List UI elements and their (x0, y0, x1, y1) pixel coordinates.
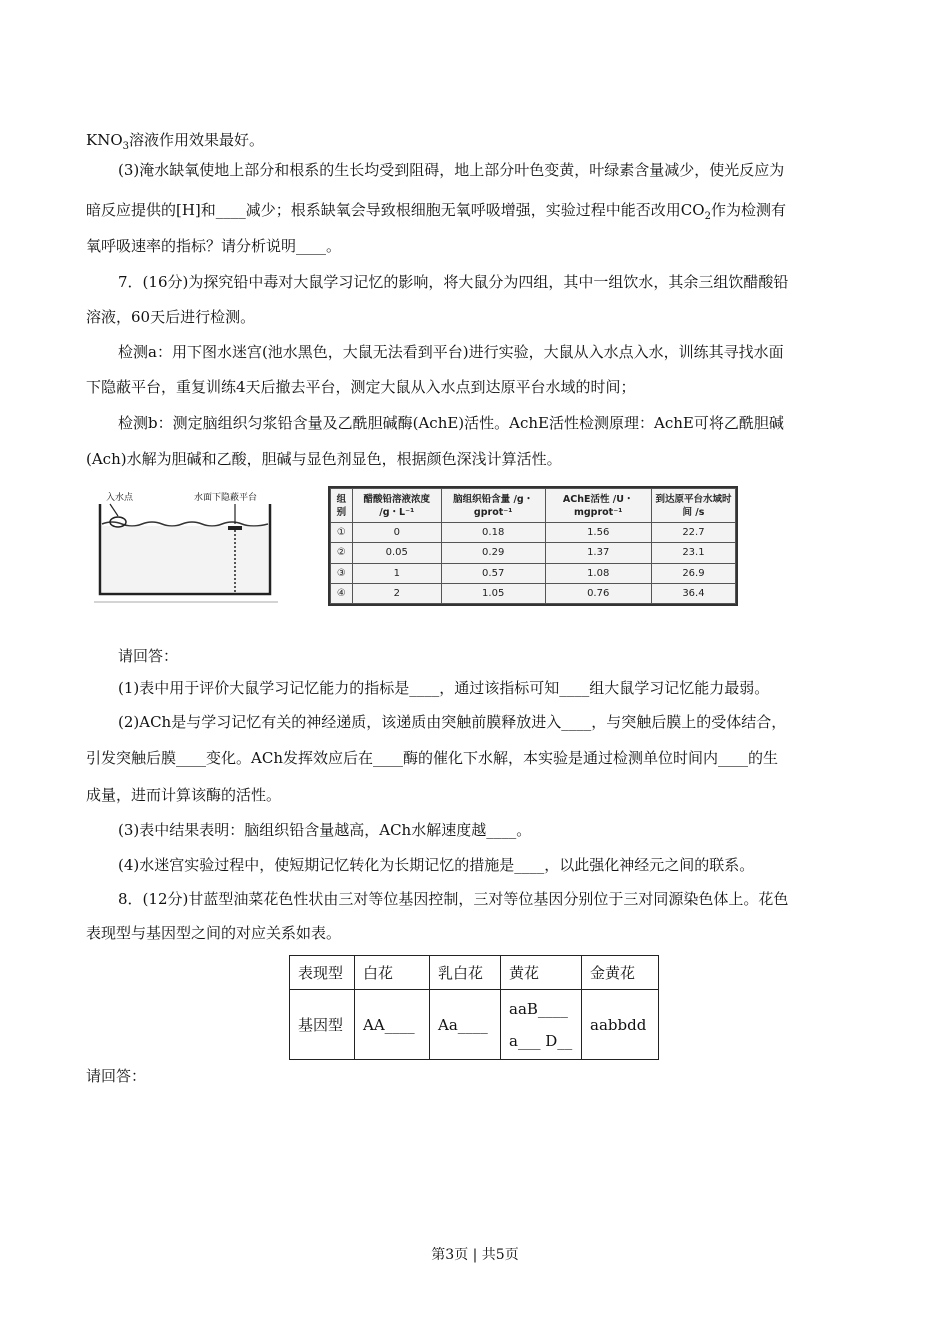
cell: ④ (331, 583, 353, 603)
q6-part3-line3: 氧呼吸速率的指标？请分析说明____。 (86, 237, 342, 255)
cell: ② (331, 543, 353, 563)
page-footer: 第3页 | 共5页 (431, 1247, 519, 1263)
cell: Aa____ (430, 990, 501, 1060)
q8-ask: 请回答： (86, 1067, 147, 1085)
cell: 0.29 (441, 543, 545, 563)
lead-experiment-table (328, 486, 738, 606)
col-header-ache-activity: AChE活性 /U・mgprot⁻¹ (545, 489, 651, 523)
cell: 1 (352, 563, 441, 583)
col-header-group: 组别 (331, 489, 353, 523)
cell: 表现型 (290, 956, 355, 990)
table-row (331, 543, 736, 563)
q7-answer-2-line1: (2)ACh是与学习记忆有关的神经递质，该递质由突触前膜释放进入____，与突触后膜上的受体结合， (118, 713, 787, 731)
q7-answer-2-line3: 成量，进而计算该酶的活性。 (86, 786, 282, 804)
q7-stem-line2: 溶液，60天后进行检测。 (86, 308, 256, 326)
q7-answer-1: (1)表中用于评价大鼠学习记忆能力的指标是____，通过该指标可知____组大鼠学习记忆能力最弱。 (118, 679, 770, 697)
cell: 1.37 (545, 543, 651, 563)
cell: 0.57 (441, 563, 545, 583)
col-header-brain-lead: 脑组织铅含量 /g・gprot⁻¹ (441, 489, 545, 523)
col-header-time: 到达原平台水域时间 /s (651, 489, 735, 523)
cell: 金黄花 (582, 956, 659, 990)
cell: 1.08 (545, 563, 651, 583)
intro-line: $KNO_3$溶液作用效果最好。 (86, 131, 265, 152)
cell: AA____ (355, 990, 430, 1060)
water-maze-figure (92, 490, 282, 606)
cell: 白花 (355, 956, 430, 990)
cell: ③ (331, 563, 353, 583)
table-row (331, 583, 736, 603)
yellow-genotype-1: aaB____ (509, 999, 568, 1018)
cell: 0.18 (441, 523, 545, 543)
cell: 1.05 (441, 583, 545, 603)
q7-ask: 请回答： (118, 647, 179, 665)
q7-detect-b-line2: (Ach)水解为胆碱和乙酸，胆碱与显色剂显色，根据颜色深浅计算活性。 (86, 450, 562, 468)
cell: 乳白花 (430, 956, 501, 990)
q7-detect-a-line1: 检测a：用下图水迷宫(池水黑色，大鼠无法看到平台)进行实验，大鼠从入水点入水，训练其寻找水面 (118, 343, 784, 361)
cell: 基因型 (290, 990, 355, 1060)
q7-answer-3: (3)表中结果表明：脑组织铅含量越高，ACh水解速度越____。 (118, 821, 532, 839)
cell: ① (331, 523, 353, 543)
q7-detect-b-line1: 检测b：测定脑组织匀浆铅含量及乙酰胆碱酶(AchE)活性。AchE活性检测原理：AchE可将乙酰胆碱 (118, 414, 784, 432)
cell: 黄花 (501, 956, 582, 990)
flower-genotype-table (289, 955, 659, 1060)
q7-answer-4: (4)水迷宫实验过程中，使短期记忆转化为长期记忆的措施是____，以此强化神经元之间的联系。 (118, 856, 755, 874)
q6-part3-line1: (3)淹水缺氧使地上部分和根系的生长均受到阻碍，地上部分叶色变黄，叶绿素含量减少，使光反应为 (118, 161, 785, 179)
q7-detect-a-line2: 下隐蔽平台，重复训练4天后撤去平台，测定大鼠从入水点到达原平台水域的时间； (86, 378, 636, 396)
cell: 0.76 (545, 583, 651, 603)
table-row (331, 523, 736, 543)
table-row (331, 563, 736, 583)
entry-point-label: 入水点 (106, 493, 134, 503)
cell: 2 (352, 583, 441, 603)
q8-stem-line2: 表现型与基因型之间的对应关系如表。 (86, 924, 342, 942)
cell: 26.9 (651, 563, 735, 583)
cell: aabbdd (582, 990, 659, 1060)
cell: 23.1 (651, 543, 735, 563)
cell: 0.05 (352, 543, 441, 563)
yellow-genotype-2: a___ D__ (509, 1031, 573, 1050)
water-maze-drawing (92, 490, 282, 606)
cell: 22.7 (651, 523, 735, 543)
cell: 0 (352, 523, 441, 543)
col-header-concentration: 醋酸铅溶液浓度 /g・L⁻¹ (352, 489, 441, 523)
platform-label: 水面下隐蔽平台 (194, 493, 258, 503)
cell: 1.56 (545, 523, 651, 543)
cell: 36.4 (651, 583, 735, 603)
q8-stem-line1: 8．(12分)甘蓝型油菜花色性状由三对等位基因控制，三对等位基因分别位于三对同源染色体上。花色 (118, 890, 789, 908)
q7-answer-2-line2: 引发突触后膜____变化。ACh发挥效应后在____酶的催化下水解，本实验是通过检测单位时间内____的生 (86, 749, 779, 767)
cell (501, 990, 582, 1060)
q7-stem-line1: 7．(16分)为探究铅中毒对大鼠学习记忆的影响，将大鼠分为四组，其中一组饮水，其余三组饮醋酸铅 (118, 273, 789, 291)
q6-part3-line2: 暗反应提供的[H]和____减少；根系缺氧会导致根细胞无氧呼吸增强，实验过程中能否改用$CO_2$作为检测有 (86, 201, 786, 222)
